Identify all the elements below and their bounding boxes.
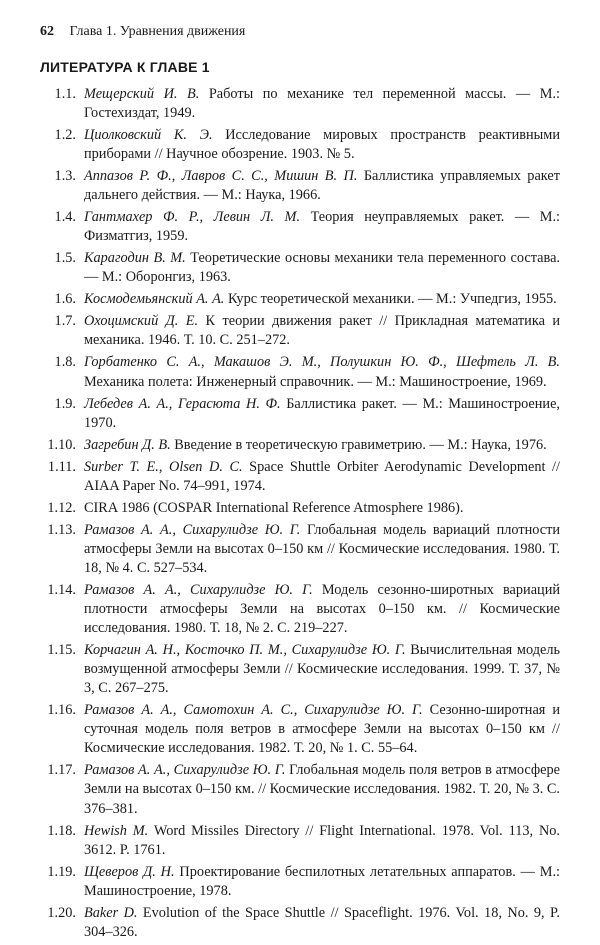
reference-item: [40, 353, 560, 391]
reference-item: [40, 126, 560, 164]
reference-text: [84, 701, 560, 758]
reference-item: [40, 458, 560, 496]
reference-details: Evolution of the Space Shuttle // Spaceflight. 1976. Vol. 18, No. 9, P. 304–326.: [84, 904, 560, 940]
reference-item: [40, 290, 560, 309]
reference-text: [84, 395, 560, 433]
reference-details: Word Missiles Directory // Flight International. 1978. Vol. 113, No. 3612. P. 1761.: [84, 822, 561, 858]
reference-text: [84, 290, 560, 309]
reference-details: Механика полета: Инженерный справочник. — М.: Машиностроение, 1969.: [84, 373, 547, 390]
reference-text: [84, 85, 560, 123]
page-number: 62: [40, 24, 54, 39]
reference-author: Hewish M.: [84, 822, 149, 839]
reference-author: Мещерский И. В.: [84, 86, 200, 102]
reference-number: 1.20.: [47, 904, 76, 921]
reference-text: [84, 126, 560, 164]
reference-text: [84, 822, 560, 860]
reference-author: Аппазов Р. Ф., Лавров С. С., Мишин В. П.: [84, 168, 358, 185]
reference-list: [40, 85, 560, 945]
reference-details: Space Shuttle Orbiter Aerodynamic Development // AIAA Paper No. 74–991, 1974.: [84, 458, 560, 494]
reference-details: Теоретические основы механики тела переменного состава. — М.: Оборонгиз, 1963.: [84, 250, 560, 286]
reference-text: [84, 641, 560, 698]
reference-text: [84, 249, 560, 287]
reference-details: Модель сезонно-широтных вариаций плотности атмосферы Земли на высотах 0–150 км. // Космические исследования. 1980. Т. 18, № 2. С. 219–227.: [84, 581, 561, 637]
reference-number: 1.8.: [54, 354, 76, 371]
reference-author: Циолковский К. Э.: [84, 127, 213, 144]
reference-item: [40, 863, 560, 901]
reference-text: [84, 904, 560, 942]
section-title: ЛИТЕРАТУРА К ГЛАВЕ 1: [40, 59, 210, 75]
reference-number: 1.17.: [47, 762, 76, 779]
reference-item: [40, 581, 560, 638]
reference-item: [40, 761, 560, 818]
reference-number: 1.13.: [47, 521, 76, 538]
reference-author: Рамазов А. А., Сихарулидзе Ю. Г.: [84, 762, 286, 779]
reference-text: [84, 436, 560, 455]
reference-author: Космодемьянский А. А.: [84, 291, 225, 308]
reference-number: 1.6.: [54, 291, 76, 308]
reference-author: Горбатенко С. А., Макашов Э. М., Полушкин Ю. Ф., Шефтель Л. В.: [84, 354, 560, 371]
reference-details: Баллистика ракет. — М.: Машиностроение, 1970.: [84, 395, 560, 431]
reference-number: 1.2.: [54, 127, 76, 144]
reference-author: Рамазов А. А., Сихарулидзе Ю. Г.: [84, 581, 313, 598]
reference-number: 1.16.: [47, 702, 76, 719]
reference-details: К теории движения ракет // Прикладная математика и механика. 1946. Т. 10. С. 251–272.: [84, 313, 561, 349]
reference-item: [40, 521, 560, 578]
reference-author: Рамазов А. А., Сихарулидзе Ю. Г.: [84, 521, 301, 538]
reference-item: [40, 312, 560, 350]
reference-number: 1.10.: [47, 436, 76, 453]
reference-item: [40, 822, 560, 860]
reference-number: 1.11.: [47, 458, 76, 475]
running-header: [40, 22, 245, 42]
reference-item: [40, 167, 560, 205]
reference-author: Рамазов А. А., Самотохин А. С., Сихарулидзе Ю. Г.: [84, 702, 423, 719]
reference-details: Проектирование беспилотных летательных аппаратов. — М.: Машиностроение, 1978.: [84, 863, 561, 899]
reference-item: [40, 395, 560, 433]
reference-details: Глобальная модель поля ветров в атмосфере Земли на высотах 0–150 км. // Космические исследования. 1982. Т. 20, № 3. С. 376–381.: [84, 762, 560, 817]
reference-author: Охоцимский Д. Е.: [84, 313, 199, 330]
reference-details: Введение в теоретическую гравиметрию. — М.: Наука, 1976.: [170, 436, 547, 453]
reference-author: Surber T. E., Olsen D. C.: [84, 458, 243, 475]
reference-details: Вычислительная модель возмущенной атмосферы Земли // Космические исследования. 1999. Т. 37, № 3, С. 267–275.: [84, 642, 560, 697]
reference-text: [84, 353, 560, 391]
reference-details: CIRA 1986 (COSPAR International Reference Atmosphere 1986).: [84, 499, 464, 516]
reference-author: Щеверов Д. Н.: [84, 863, 175, 880]
reference-details: Курс теоретической механики. — М.: Учпедгиз, 1955.: [224, 291, 557, 308]
reference-number: 1.18.: [47, 822, 76, 839]
reference-text: [84, 521, 560, 578]
reference-item: [40, 436, 560, 455]
reference-details: Исследование мировых пространств реактивными приборами // Научное обозрение. 1903. № 5.: [84, 127, 560, 163]
reference-item: [40, 249, 560, 287]
reference-text: [84, 581, 560, 638]
reference-number: 1.12.: [47, 499, 76, 516]
reference-number: 1.3.: [54, 168, 76, 185]
reference-text: [84, 167, 560, 205]
reference-number: 1.15.: [47, 642, 76, 658]
reference-author: Карагодин В. М.: [84, 250, 186, 267]
reference-text: [84, 312, 560, 350]
reference-text: [84, 458, 560, 496]
reference-text: [84, 208, 560, 246]
reference-details: Работы по механике тел переменной массы. — М.: Гостехиздат, 1949.: [84, 86, 560, 122]
reference-details: Сезонно-широтная и суточная модель поля ветров в атмосфере Земли на высотах 0–150 км // Космические исследования. 1982. Т. 20, № 1. С. 55–64.: [84, 702, 560, 757]
reference-item: [40, 701, 560, 758]
reference-item: [40, 85, 560, 123]
reference-details: Баллистика управляемых ракет дальнего действия. — М.: Наука, 1966.: [84, 168, 560, 204]
reference-number: 1.5.: [54, 250, 76, 267]
reference-number: 1.14.: [47, 581, 76, 598]
reference-details: Глобальная модель вариаций плотности атмосферы Земли на высотах 0–150 км // Космические исследования. 1980. Т. 18, № 4. С. 527–534.: [84, 521, 561, 576]
reference-item: [40, 904, 560, 942]
reference-author: Лебедев А. А., Герасюта Н. Ф.: [84, 395, 281, 412]
reference-item: [40, 208, 560, 246]
reference-number: 1.4.: [54, 209, 76, 226]
reference-author: Корчагин А. Н., Косточко П. М., Сихарулидзе Ю. Г.: [84, 642, 406, 658]
reference-author: Гантмахер Ф. Р., Левин Л. М.: [84, 209, 301, 226]
reference-item: [40, 499, 560, 518]
reference-number: 1.1.: [54, 86, 76, 102]
reference-text: [84, 761, 560, 818]
reference-number: 1.19.: [47, 863, 76, 880]
reference-number: 1.9.: [54, 395, 76, 412]
reference-number: 1.7.: [54, 313, 76, 330]
reference-text: [84, 863, 560, 901]
reference-details: Теория неуправляемых ракет. — М.: Физматгиз, 1959.: [84, 209, 560, 245]
reference-author: Загребин Д. В.: [84, 436, 171, 453]
reference-text: [84, 499, 560, 518]
reference-author: Baker D.: [84, 904, 138, 921]
reference-item: [40, 641, 560, 698]
running-title: Глава 1. Уравнения движения: [69, 24, 246, 39]
